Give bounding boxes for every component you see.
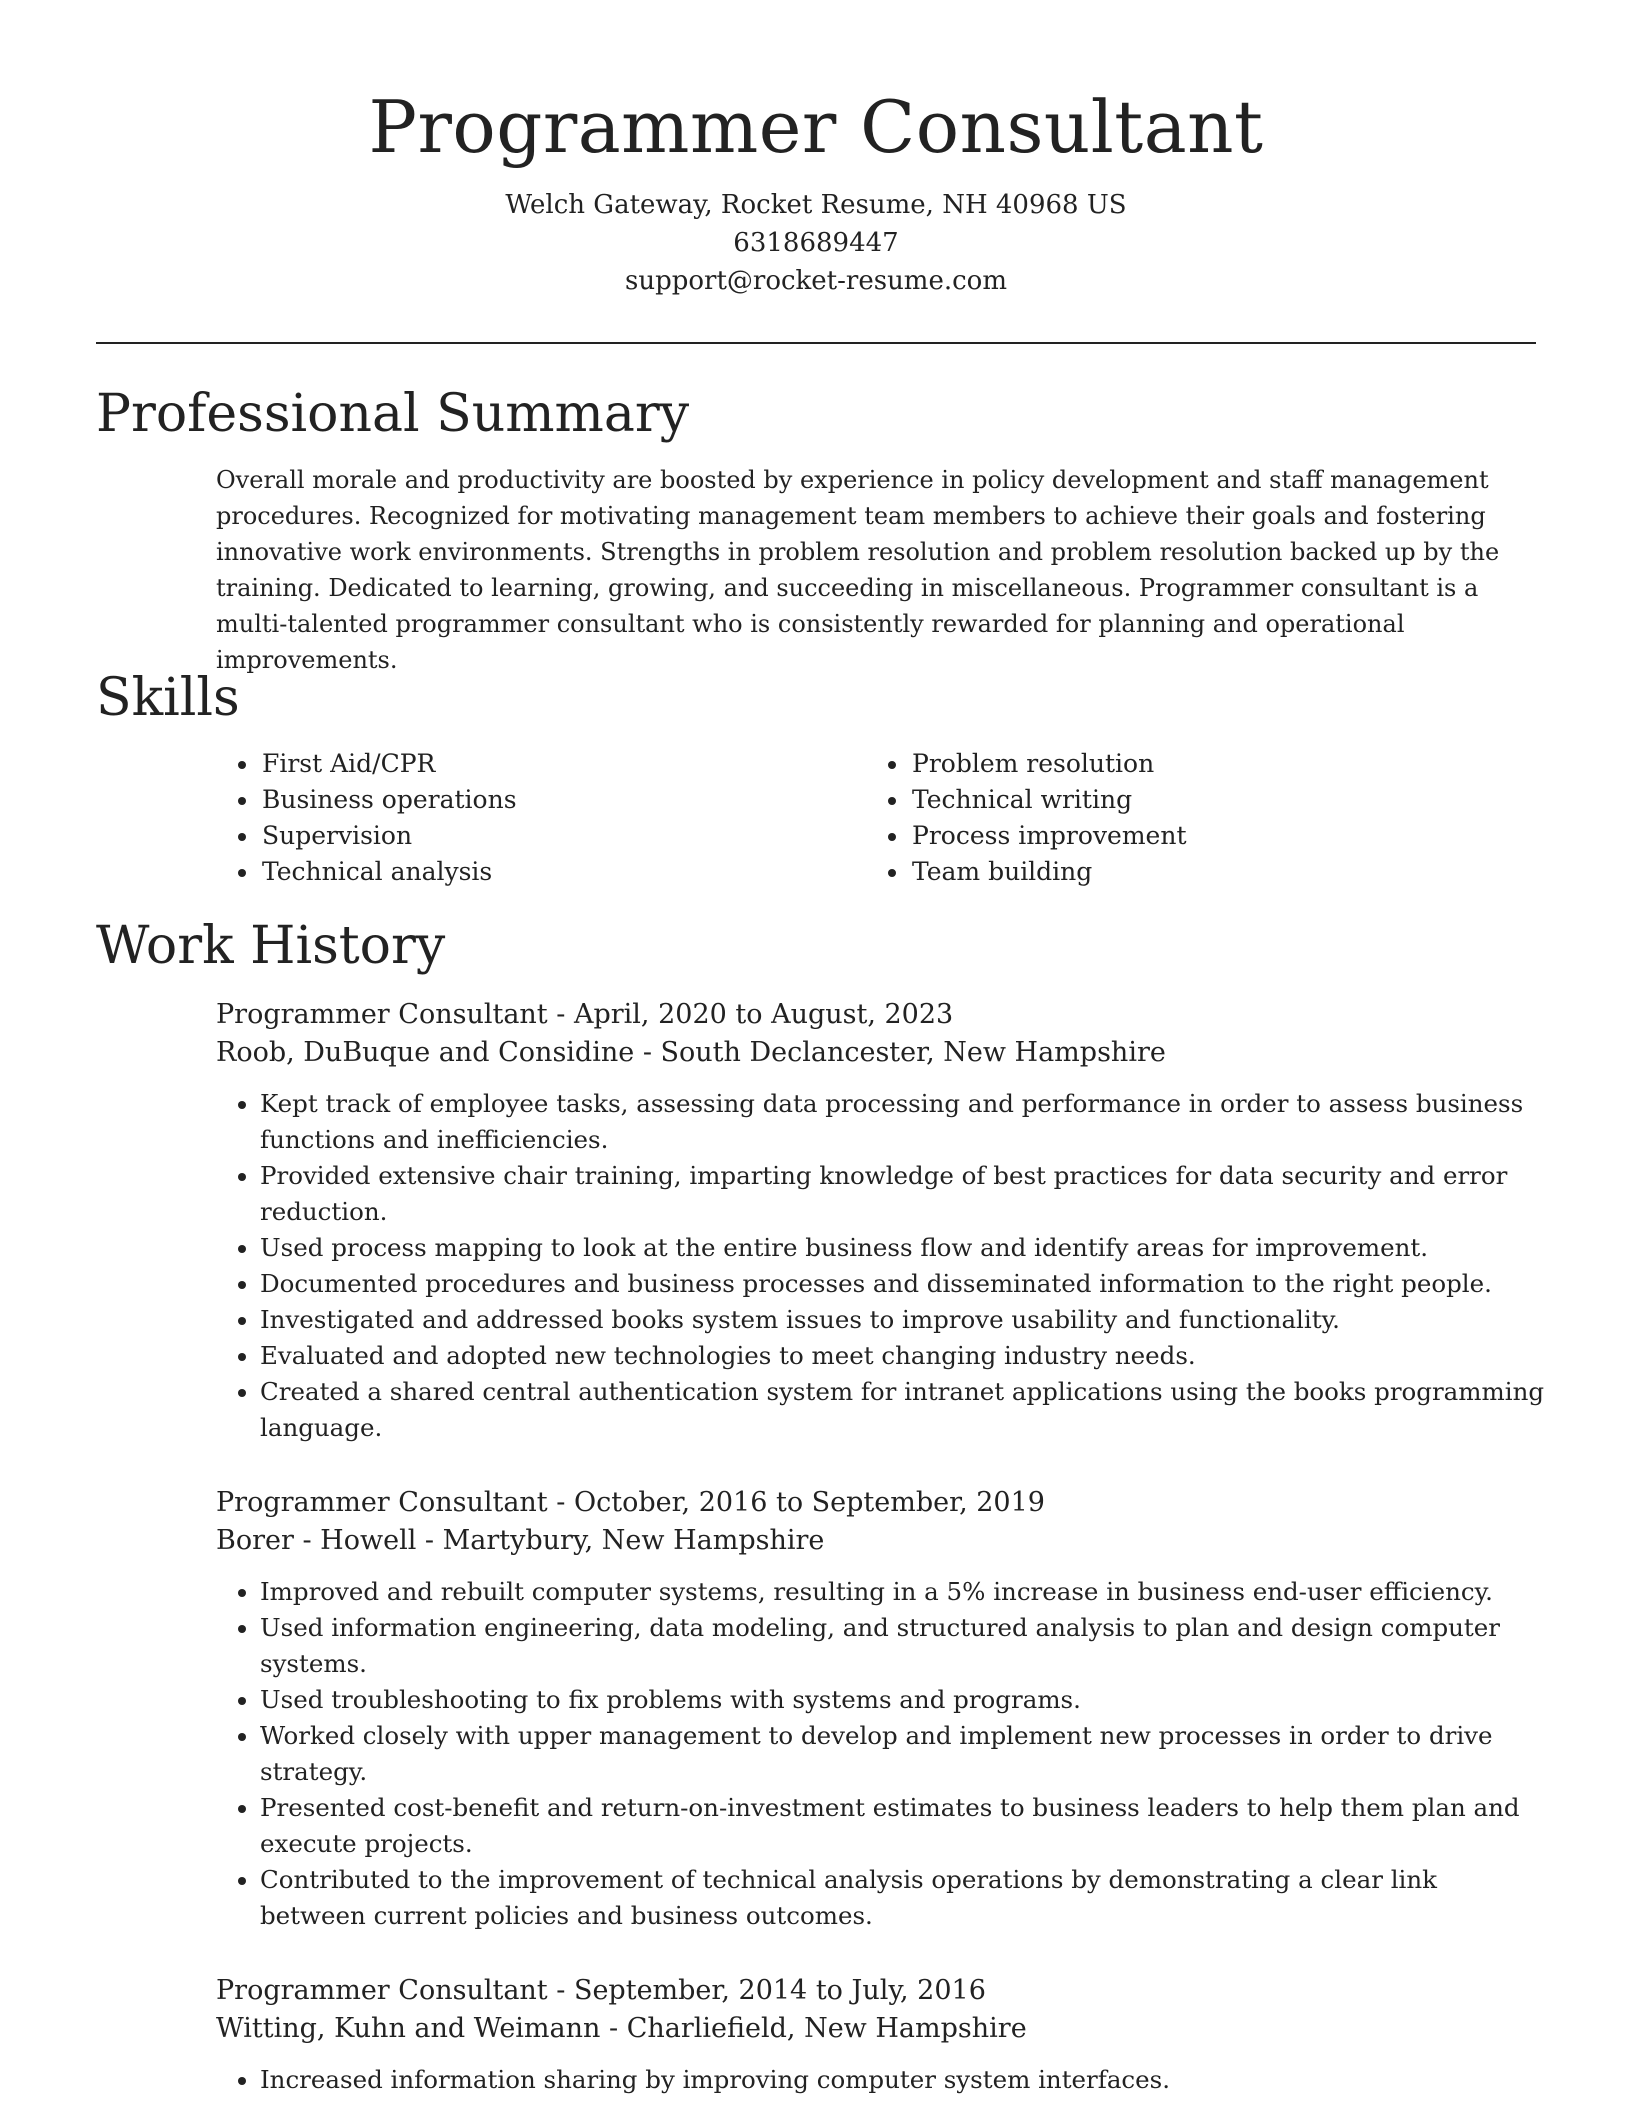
duty-item: • Used troubleshooting to fix problems with systems and programs. xyxy=(260,1682,1546,1718)
skill-item: • Business operations xyxy=(260,782,517,818)
duty-item: • Presented cost-benefit and return-on-investment estimates to business leaders to help them plan and execute projects. xyxy=(260,1790,1546,1862)
job-entry xyxy=(216,1484,1546,1934)
skills-list-left xyxy=(216,746,517,890)
skill-item: • First Aid/CPR xyxy=(260,746,517,782)
duty-item: • Used information engineering, data modeling, and structured analysis to plan and design computer systems. xyxy=(260,1610,1546,1682)
job-entry xyxy=(216,1972,1546,2098)
job-location: - Charliefield, New Hampshire xyxy=(600,2013,1027,2044)
job-title-line xyxy=(216,1484,1546,1522)
job-dates: - October, 2016 to September, 2019 xyxy=(547,1487,1045,1518)
duty-item: • Investigated and addressed books system issues to improve usability and functionality. xyxy=(260,1302,1546,1338)
resume-header xyxy=(0,0,1632,300)
job-duties xyxy=(216,1574,1546,1934)
summary-text: Overall morale and productivity are boosted by experience in policy development and staff management procedures. Recognized for motivating management team members to achieve their goals and fostering innovative work environments. Strengths in problem resolution and problem resolution backed up by the training. Dedicated to learning, growing, and succeeding in miscellaneous. Programmer consultant is a multi-talented programmer consultant who is consistently rewarded for planning and operational improvements. xyxy=(216,466,1500,674)
skill-item: • Team building xyxy=(910,854,1187,890)
header-divider xyxy=(96,342,1536,344)
job-company-line xyxy=(216,1522,1546,1560)
job-company-line xyxy=(216,1034,1546,1072)
job-dates: - September, 2014 to July, 2016 xyxy=(547,1975,986,2006)
work-history-heading: Work History xyxy=(96,916,446,976)
skills-heading: Skills xyxy=(96,668,240,728)
duty-item: • Used process mapping to look at the entire business flow and identify areas for improvement. xyxy=(260,1230,1546,1266)
job-company: Witting, Kuhn and Weimann xyxy=(216,2013,601,2044)
duty-item: • Improved and rebuilt computer systems, resulting in a 5% increase in business end-user efficiency. xyxy=(260,1574,1546,1610)
job-role: Programmer Consultant xyxy=(216,1975,548,2006)
duty-item: • Worked closely with upper management to develop and implement new processes in order to drive strategy. xyxy=(260,1718,1546,1790)
candidate-name: Programmer Consultant xyxy=(368,85,1264,169)
skill-item: • Technical analysis xyxy=(260,854,517,890)
job-location: - South Declancester, New Hampshire xyxy=(634,1037,1166,1068)
skill-item: • Problem resolution xyxy=(910,746,1187,782)
duty-item: • Provided extensive chair training, imparting knowledge of best practices for data security and error reduction. xyxy=(260,1158,1546,1230)
skill-item: • Supervision xyxy=(260,818,517,854)
skill-item: • Process improvement xyxy=(910,818,1187,854)
job-dates: - April, 2020 to August, 2023 xyxy=(547,999,954,1030)
job-role: Programmer Consultant xyxy=(216,1487,548,1518)
job-role: Programmer Consultant xyxy=(216,999,548,1030)
skill-item: • Technical writing xyxy=(910,782,1187,818)
job-company: Borer - Howell xyxy=(216,1525,417,1556)
phone: 6318689447 xyxy=(733,228,899,258)
duty-item: • Increased information sharing by improving computer system interfaces. xyxy=(260,2062,1546,2098)
job-duties xyxy=(216,2062,1546,2098)
job-title-line xyxy=(216,996,1546,1034)
job-location: - Martybury, New Hampshire xyxy=(416,1525,825,1556)
job-company-line xyxy=(216,2010,1546,2048)
summary-heading: Professional Summary xyxy=(96,384,690,444)
job-title-line xyxy=(216,1972,1546,2010)
duty-item: • Evaluated and adopted new technologies to meet changing industry needs. xyxy=(260,1338,1546,1374)
email: support@rocket-resume.com xyxy=(624,266,1007,296)
contact-block xyxy=(0,186,1632,300)
duty-item: • Kept track of employee tasks, assessing data processing and performance in order to assess business functions and inefficiencies. xyxy=(260,1086,1546,1158)
job-entry xyxy=(216,996,1546,1446)
skills-list-right xyxy=(866,746,1187,890)
duty-item: • Contributed to the improvement of technical analysis operations by demonstrating a clear link between current policies and business outcomes. xyxy=(260,1862,1546,1934)
duty-item: • Documented procedures and business processes and disseminated information to the right people. xyxy=(260,1266,1546,1302)
job-duties xyxy=(216,1086,1546,1446)
job-company: Roob, DuBuque and Considine xyxy=(216,1037,635,1068)
duty-item: • Created a shared central authentication system for intranet applications using the books programming language. xyxy=(260,1374,1546,1446)
address: Welch Gateway, Rocket Resume, NH 40968 US xyxy=(505,190,1127,220)
